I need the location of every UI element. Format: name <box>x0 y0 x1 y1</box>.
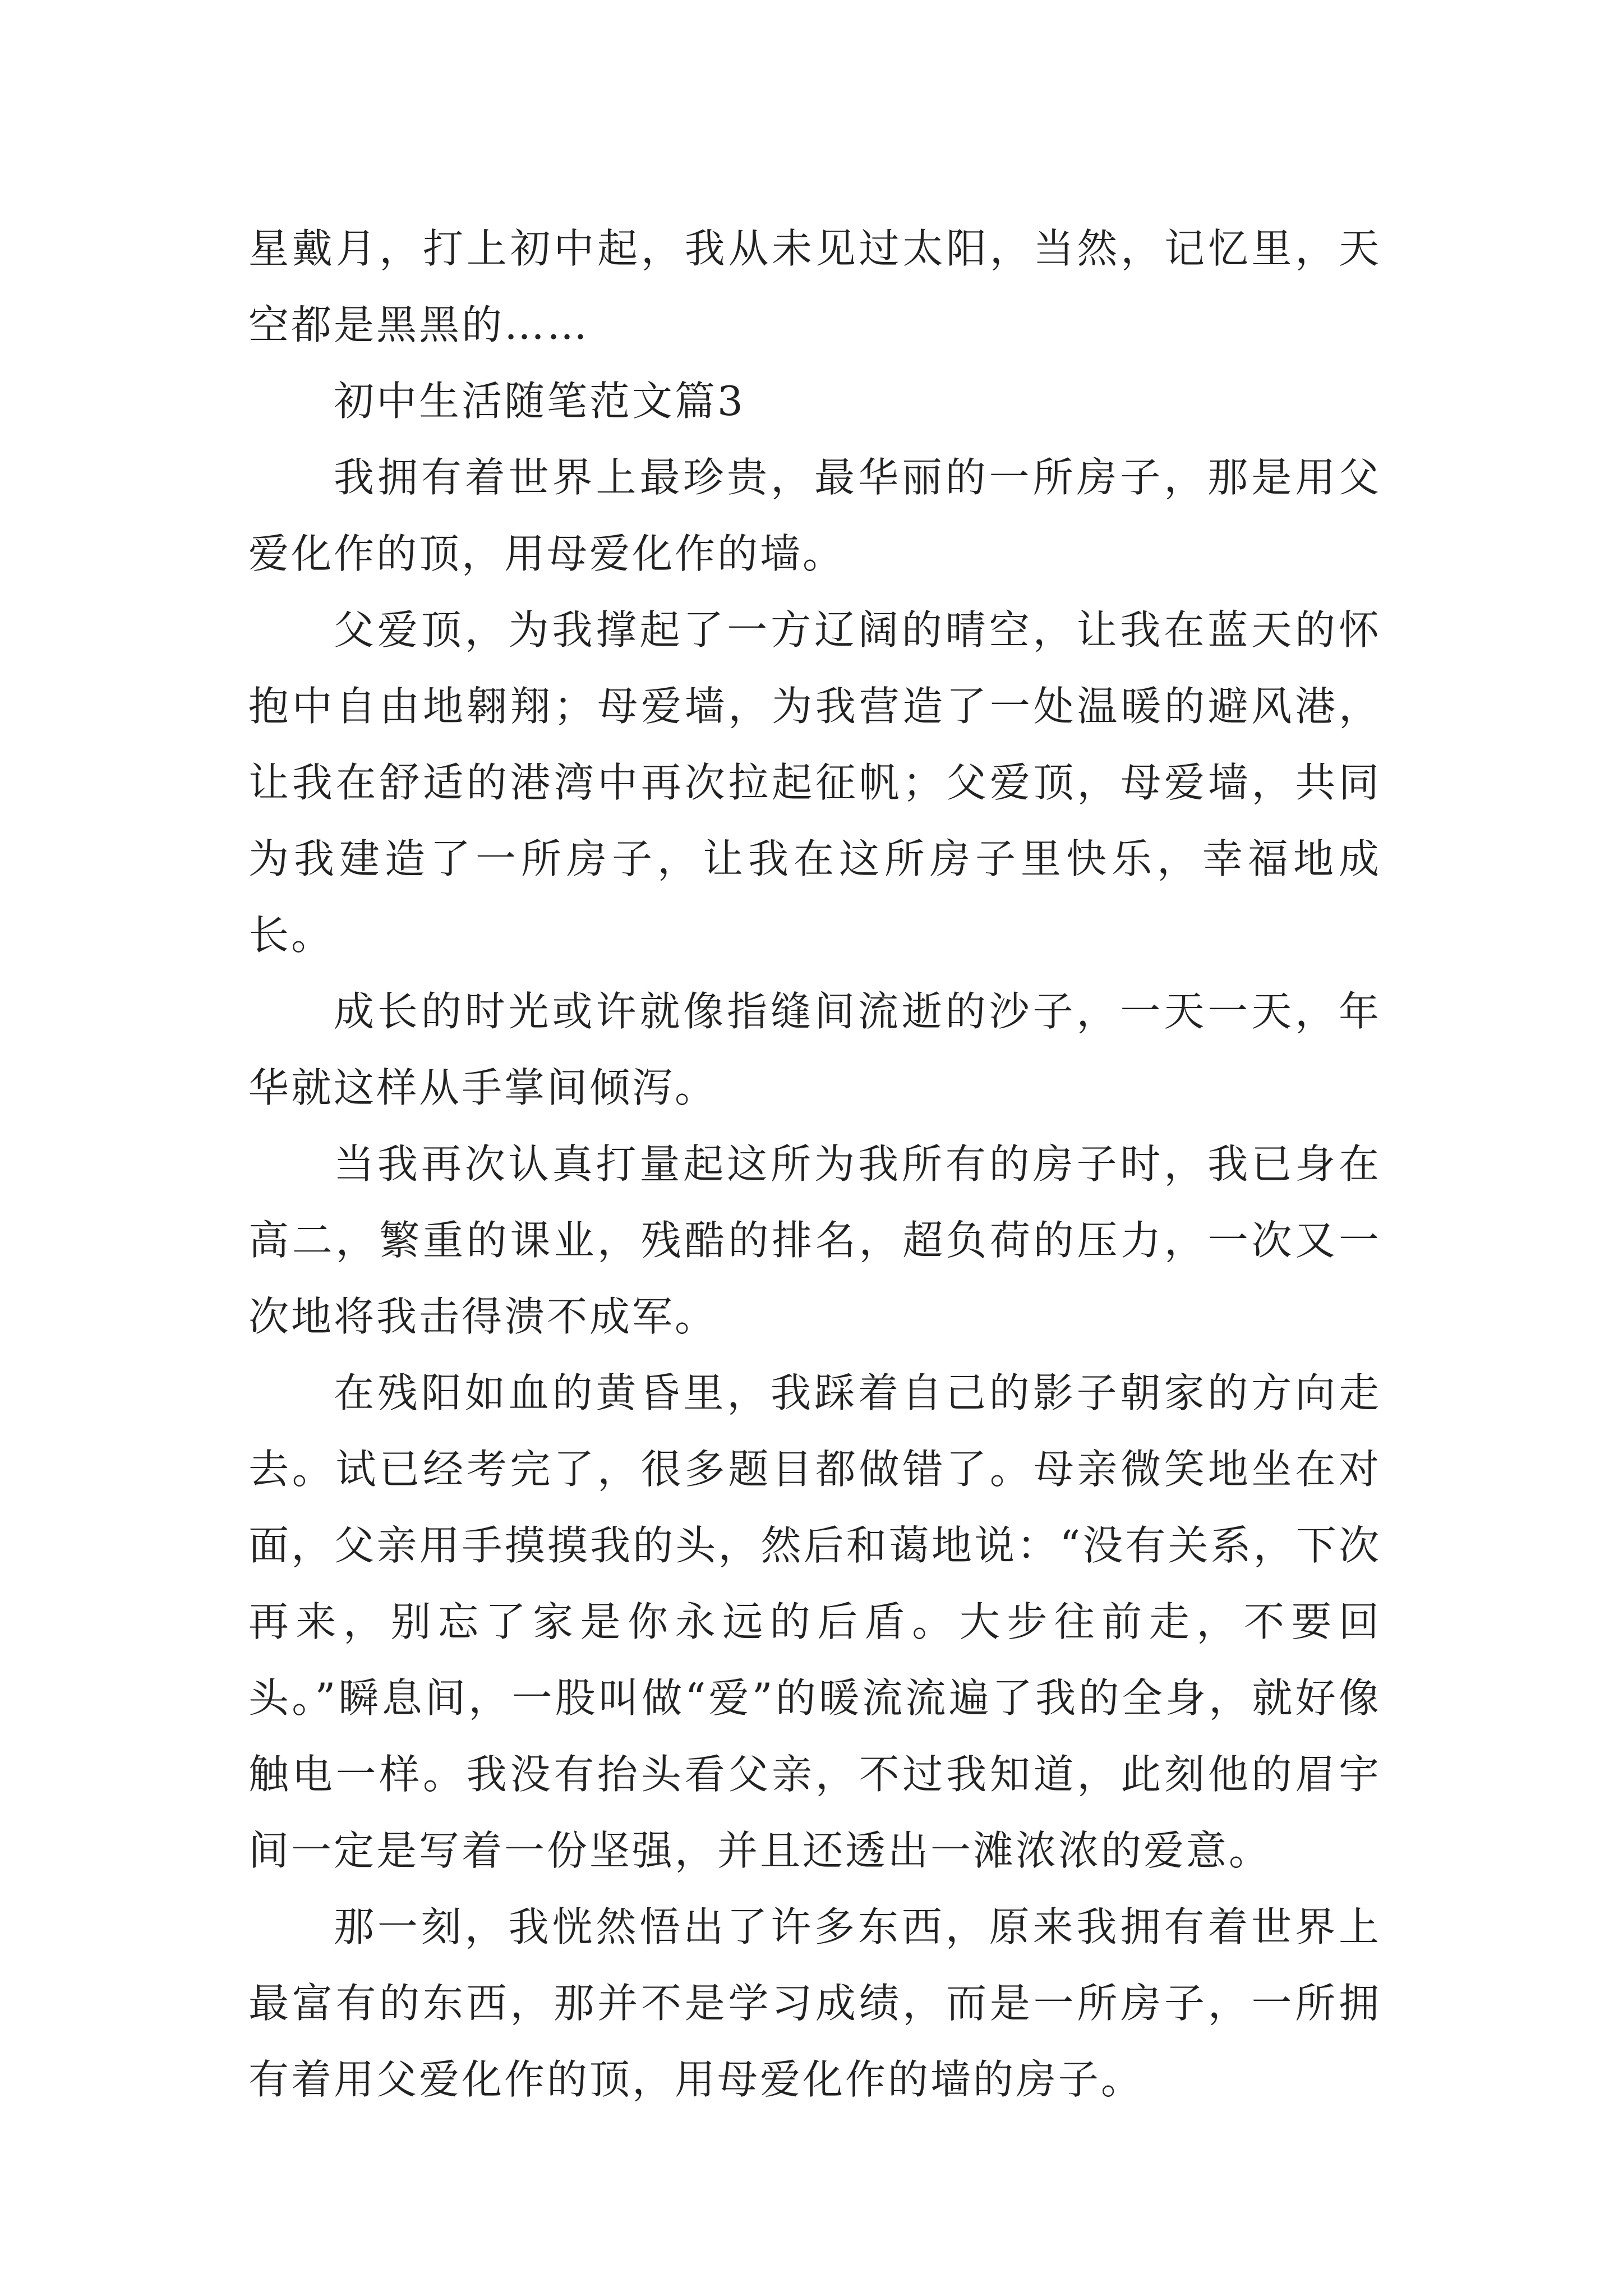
paragraph: 成长的时光或许就像指缝间流逝的沙子，一天一天，年华就这样从手掌间倾泻。 <box>248 988 1381 1111</box>
section-heading: 初中生活随笔范文篇3 <box>334 378 745 425</box>
paragraph: 那一刻，我恍然悟出了许多东西，原来我拥有着世界上最富有的东西，那并不是学习成绩，而是一所房子，一所拥有着用父爱化作的顶，用母爱化作的墙的房子。 <box>248 1903 1381 2103</box>
document-body <box>248 210 1381 2118</box>
paragraph-continuation: 星戴月，打上初中起，我从未见过太阳，当然，记忆里，天空都是黑黑的…… <box>248 225 1381 348</box>
paragraph: 在残阳如血的黄昏里，我踩着自己的影子朝家的方向走去。试已经考完了，很多题目都做错了。母亲微笑地坐在对面，父亲用手摸摸我的头，然后和蔼地说：“没有关系，下次再来，别忘了家是你永远的后盾。大步往前走，不要回头。”瞬息间，一股叫做“爱”的暖流流遍了我的全身，就好像触电一样。我没有抬头看父亲，不过我知道，此刻他的眉宇间一定是写着一份坚强，并且还透出一滩浓浓的爱意。 <box>248 1369 1381 1874</box>
paragraph: 当我再次认真打量起这所为我所有的房子时，我已身在高二，繁重的课业，残酷的排名，超负荷的压力，一次又一次地将我击得溃不成军。 <box>248 1140 1381 1340</box>
paragraph: 父爱顶，为我撑起了一方辽阔的晴空，让我在蓝天的怀抱中自由地翱翔；母爱墙，为我营造了一处温暖的避风港，让我在舒适的港湾中再次拉起征帆；父爱顶，母爱墙，共同为我建造了一所房子，让我在这所房子里快乐，幸福地成长。 <box>248 606 1381 959</box>
paragraph: 我拥有着世界上最珍贵，最华丽的一所房子，那是用父爱化作的顶，用母爱化作的墙。 <box>248 454 1381 577</box>
